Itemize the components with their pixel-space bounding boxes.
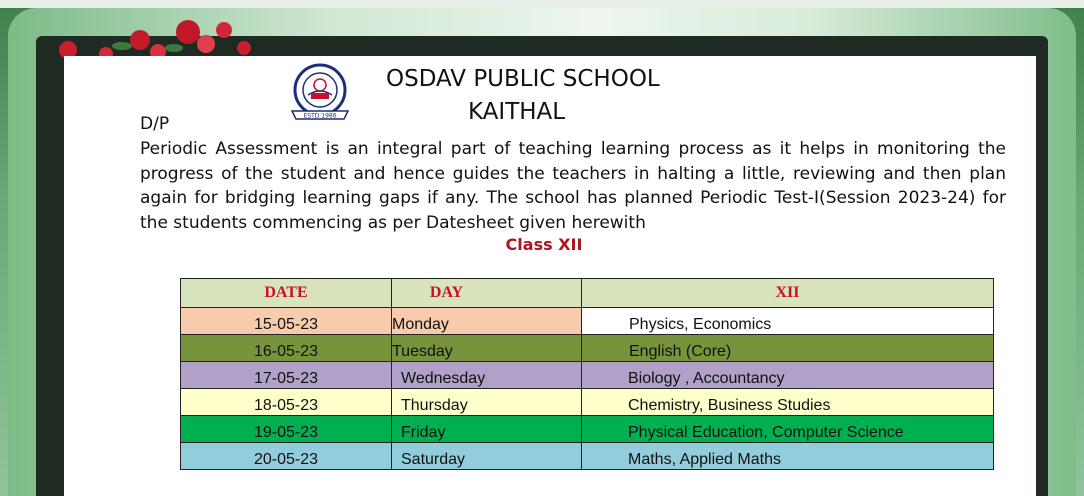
rose-decoration-icon <box>48 10 268 58</box>
row-subjects: English (Core) <box>582 335 994 362</box>
table-row <box>181 335 994 362</box>
row-date: 15-05-23 <box>181 308 392 335</box>
table-row <box>181 362 994 389</box>
table-row <box>181 308 994 335</box>
row-day: Tuesday <box>392 335 582 362</box>
school-city: KAITHAL <box>468 99 566 125</box>
table-row <box>181 389 994 416</box>
school-logo-icon <box>286 63 354 125</box>
row-date: 18-05-23 <box>181 389 392 416</box>
datesheet-body <box>181 308 994 470</box>
row-date: 16-05-23 <box>181 335 392 362</box>
row-date: 19-05-23 <box>181 416 392 443</box>
reference-code: D/P <box>140 114 170 134</box>
table-header-row <box>181 279 994 308</box>
table-row <box>181 416 994 443</box>
row-subjects: Maths, Applied Maths <box>582 443 994 470</box>
row-subjects: Physical Education, Computer Science <box>582 416 994 443</box>
row-subjects: Physics, Economics <box>582 308 994 335</box>
row-subjects: Biology , Accountancy <box>582 362 994 389</box>
intro-paragraph: Periodic Assessment is an integral part of teaching learning process as it helps in monitoring the progress of the student and hence guides the teachers in halting a little, reviewing and then plan again for bridging learning gaps if any. The school has planned Periodic Test-I(Session 2023-24) for the students commencing as per Datesheet given herewith <box>140 139 1006 233</box>
svg-text:ESTD 1986: ESTD 1986 <box>303 112 337 120</box>
datesheet-table <box>180 278 994 470</box>
school-name: OSDAV PUBLIC SCHOOL <box>386 66 660 92</box>
frame-top-strip <box>0 0 1084 8</box>
row-day: Saturday <box>392 443 582 470</box>
row-day: Thursday <box>392 389 582 416</box>
class-title: Class XII <box>505 235 583 254</box>
row-day: Monday <box>392 308 582 335</box>
row-day: Friday <box>392 416 582 443</box>
header-date: DATE <box>181 279 392 308</box>
row-subjects: Chemistry, Business Studies <box>582 389 994 416</box>
table-row <box>181 443 994 470</box>
header-day: DAY <box>392 279 582 308</box>
row-date: 20-05-23 <box>181 443 392 470</box>
header-subjects: XII <box>582 279 994 308</box>
row-date: 17-05-23 <box>181 362 392 389</box>
row-day: Wednesday <box>392 362 582 389</box>
